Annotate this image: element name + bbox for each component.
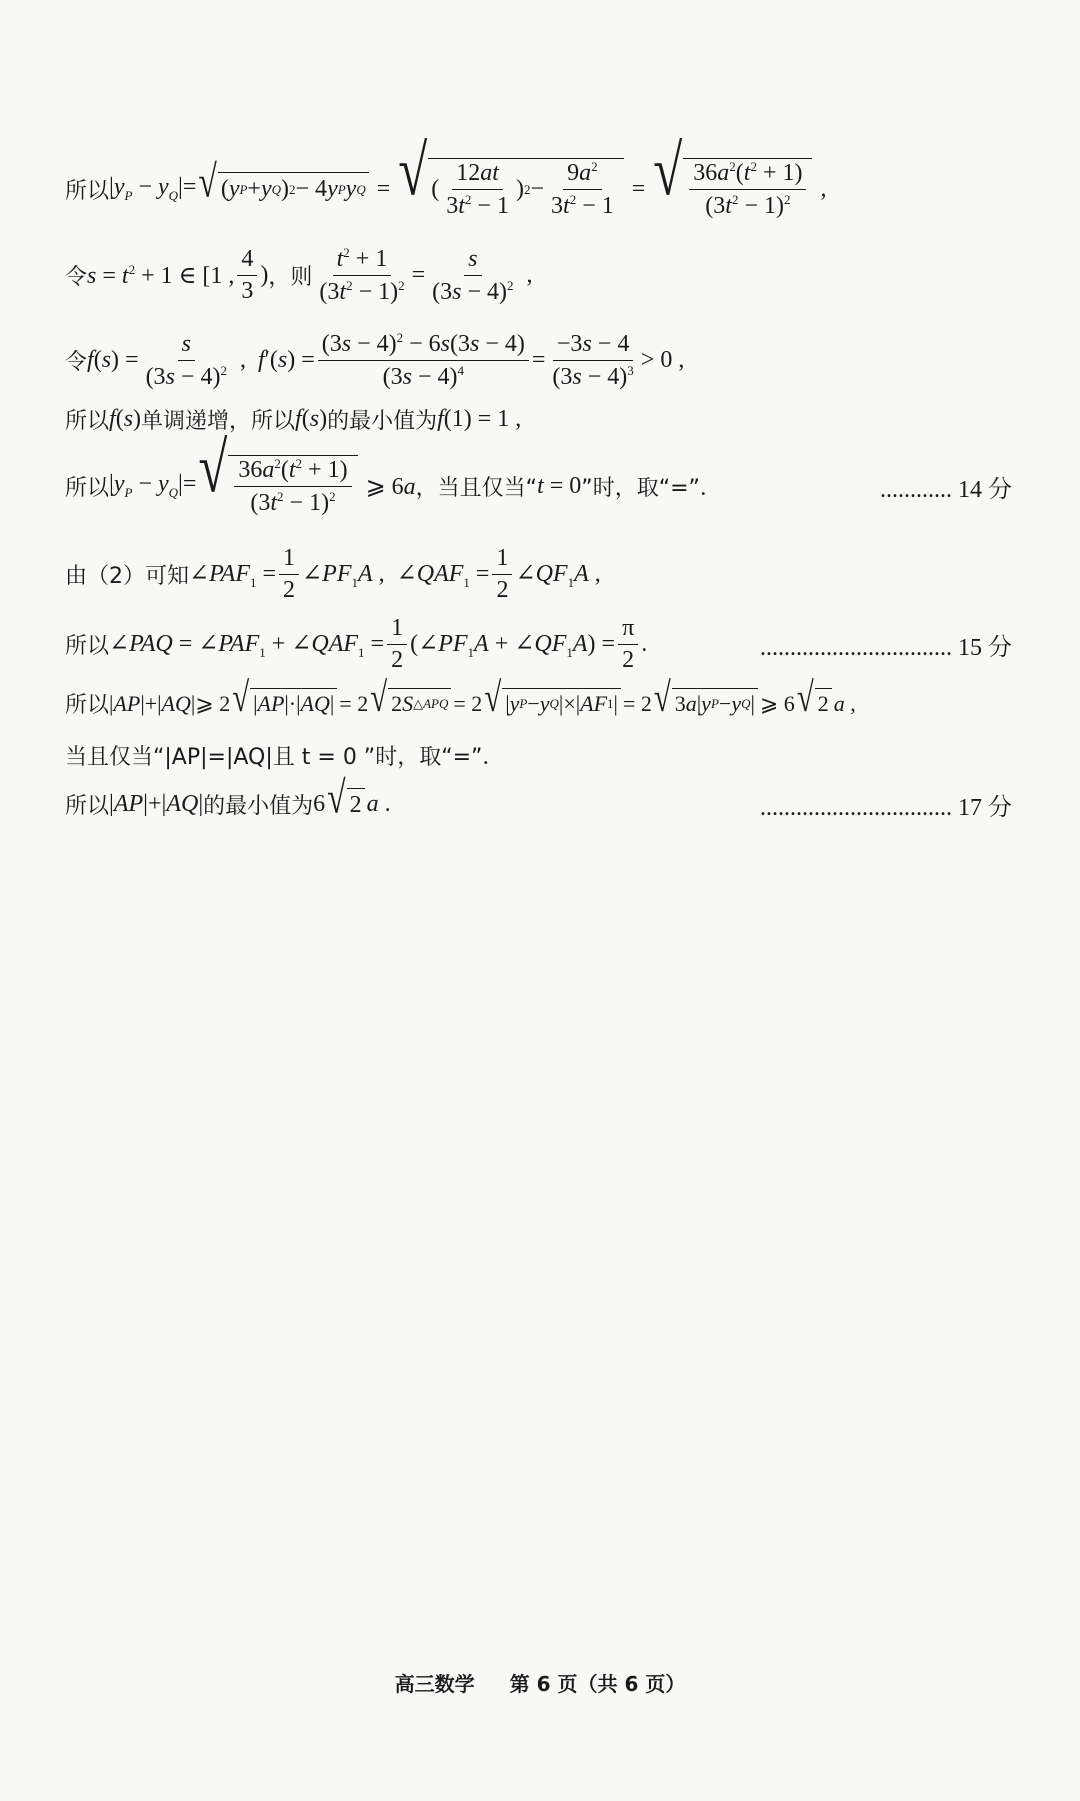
solution-line-7: 所以 ∠PAQ = $\angle PAF_1$ + $\angle QAF_1$ = $\frac{1}{2}$ ($\angle PF_1A$ + $\angle QF_1A$) = $\frac{\pi}{2}$ . ................................ 15 分 [65,615,1020,674]
solution-line-8: 所以 |AP|+|AQ|⩾ 2 √ | AP |·| AQ | = 2 √ 2 S △APQ = 2 √ | y P − y Q |×| AF 1 | = 2 √ 3 a | y P − y Q | ⩾ 6 √ 2 a , [65,674,856,721]
solution-line-9: 当且仅当“|AP|=|AQ|且 t = 0 ”时，取“=”． [65,745,505,770]
score-17: ................................ 17 分 [760,795,1012,821]
solution-line-4: 所以 f(s) 单调递增，所以 f(s) 的最小值为 f(1) = 1 , [65,406,522,434]
score-14: ............ 14 分 [880,476,1012,503]
footer-page-number: 第 6 页（共 6 页） [509,1672,686,1696]
score-15: ................................ 15 分 [760,635,1012,661]
solution-line-3: 令 f(s) = $\frac{s}{(3s - 4)^2}$ , f′(s) = $\frac{(3s - 4)^2 - 6s(3s - 4)}{(3s - 4)^4}$ = $\frac{-3s - 4}{(3s - 4)^3}$ > 0 , [65,330,685,390]
solution-line-6: 由（2）可知 $\angle PAF_1$ = $\frac{1}{2}$ $\angle PF_1A$ , $\angle QAF_1$ = $\frac{1}{2}$ $\angle QF_1A$ , [65,545,601,603]
footer-subject: 高三数学 [394,1672,475,1696]
solution-line-1: 所以 $|y_P - y_Q|=$ √ ( y P + y Q ) 2 − 4 y P y Q = √ ( $\frac{12at}{3t^2 - 1}$ ) 2 − $\frac{9a^2}{3t^2 - 1}$ = √ $\frac{36a^2(t^2 + 1)}{(3t^2 - 1)^2}$ , [65,132,827,219]
page-footer [0,1668,1080,1697]
solution-line-2: 令 $s = t^2 + 1$ ∈ [1 , $\frac{4}{3}$ ) ，则 $\frac{t^2 + 1}{(3t^2 - 1)^2}$ = $\frac{s}{(3s - 4)^2}$ , [65,245,533,305]
solution-line-10: 所以 |AP|+|AQ| 的最小值为 6 √ 2 a . ................................ 17 分 [65,787,1020,822]
solution-line-5: 所以 $|y_P - y_Q|=$ √ $\frac{36a^2(t^2 + 1)}{(3t^2 - 1)^2}$ ⩾ 6a ，当且仅当“ t = 0 ”时，取“=”． ............ 14 分 [65,455,1020,517]
